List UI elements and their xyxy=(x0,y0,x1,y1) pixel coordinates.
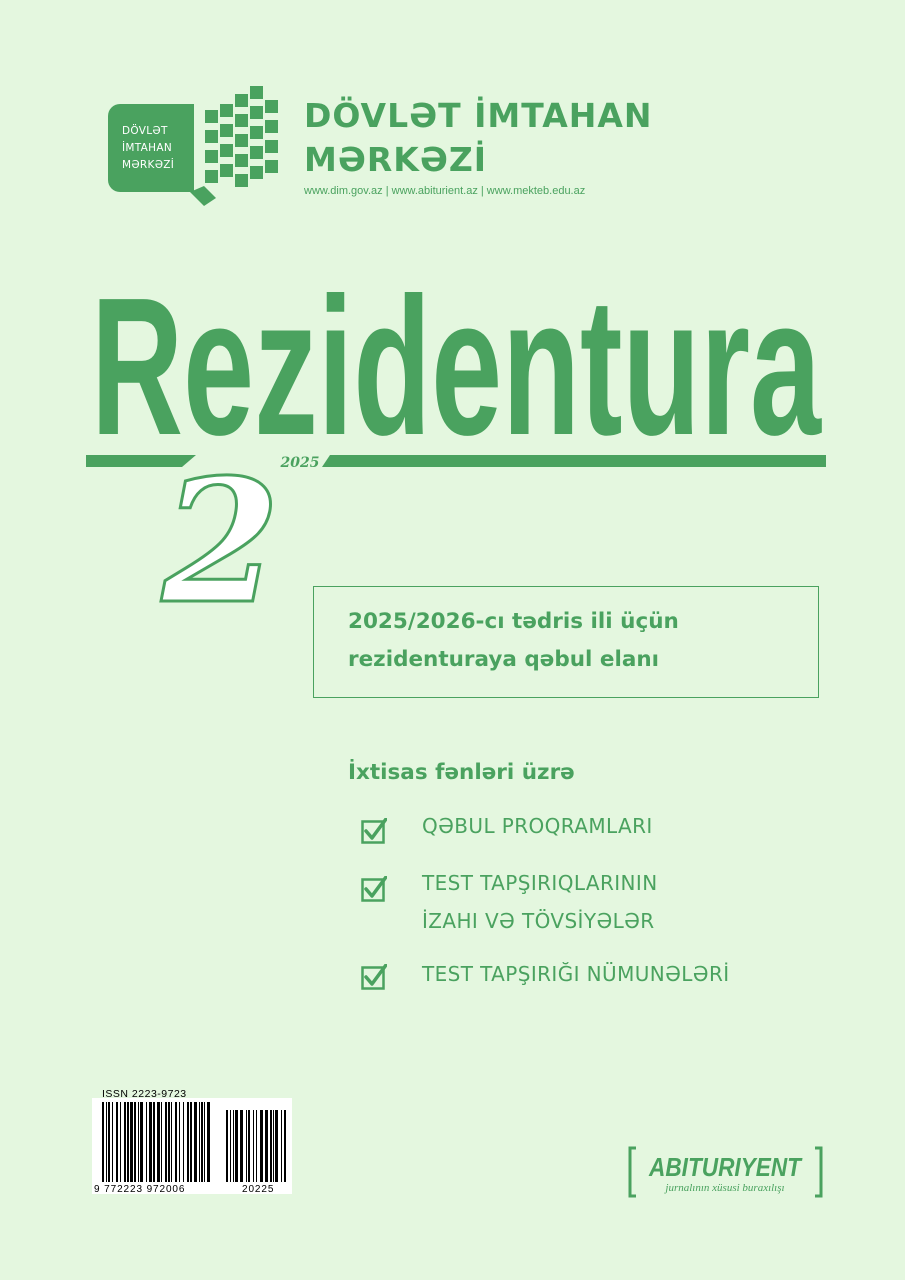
issue-banner xyxy=(86,453,826,603)
logo-badge-line: MƏRKƏZİ xyxy=(122,159,175,171)
barcode-bar xyxy=(256,1110,257,1182)
barcode-bar xyxy=(116,1102,118,1182)
isbn-barcode xyxy=(92,1088,292,1196)
logo-badge-line: DÖVLƏT xyxy=(122,125,168,137)
barcode-bar xyxy=(157,1102,160,1182)
subject-item-2-line-2: İZAHI VƏ TÖVSİYƏLƏR xyxy=(422,909,655,933)
barcode-bar xyxy=(102,1102,104,1182)
issn-text: ISSN 2223-9723 xyxy=(102,1088,187,1100)
barcode-bar xyxy=(253,1110,254,1182)
barcode-bar xyxy=(134,1102,136,1182)
barcode-bar xyxy=(194,1102,197,1182)
main-title-text: Rezidentura xyxy=(91,282,823,447)
barcode-bar xyxy=(112,1102,113,1182)
barcode-bar xyxy=(149,1102,152,1182)
barcode-bar xyxy=(265,1110,268,1182)
barcode-bar xyxy=(284,1110,286,1182)
issue-year: 2025 xyxy=(280,455,320,471)
abituriyent-logo xyxy=(628,1146,823,1198)
logo-badge-line: İMTAHAN xyxy=(122,142,172,154)
barcode-bar xyxy=(165,1102,167,1182)
barcode-bar xyxy=(248,1110,250,1182)
barcode-bar xyxy=(130,1102,133,1182)
rule-right xyxy=(322,455,826,467)
announcement-box xyxy=(313,586,819,698)
barcode-bar xyxy=(240,1110,243,1182)
barcode-bar xyxy=(201,1102,203,1182)
barcode-number: 9 772223 972006 xyxy=(94,1184,186,1195)
publisher-name: ABITURIYENT xyxy=(648,1152,803,1182)
org-website-links[interactable]: www.dim.gov.az | www.abiturient.az | www.mekteb.edu.az xyxy=(304,185,586,197)
subject-item-3: TEST TAPŞIRIĞI NÜMUNƏLƏRİ xyxy=(422,962,730,986)
barcode-bar xyxy=(153,1102,155,1182)
subject-item-2-line-1: TEST TAPŞIRIQLARININ xyxy=(422,871,658,895)
checkbox-checked-icon xyxy=(361,964,387,990)
barcode-bar xyxy=(199,1102,200,1182)
barcode-bar xyxy=(260,1110,263,1182)
barcode-bar xyxy=(235,1110,238,1182)
announcement-line-1: 2025/2026-cı tədris ili üçün xyxy=(348,609,679,634)
subjects-heading: İxtisas fənləri üzrə xyxy=(348,760,575,785)
barcode-bar xyxy=(171,1102,172,1182)
barcode-bar xyxy=(183,1102,184,1182)
barcode-bar xyxy=(127,1102,129,1182)
barcode-addon-number: 20225 xyxy=(242,1184,275,1195)
barcode-addon-bars xyxy=(226,1110,286,1182)
logo-mosaic-icon xyxy=(190,86,280,206)
org-name-line-2: MƏRKƏZİ xyxy=(304,140,488,179)
barcode-bar xyxy=(179,1102,180,1182)
barcode-bar xyxy=(108,1102,110,1182)
barcode-bar xyxy=(175,1102,177,1182)
checkbox-checked-icon xyxy=(361,818,387,844)
issue-number: 2 xyxy=(161,453,281,603)
barcode-bar xyxy=(246,1110,247,1182)
checkbox-checked-icon xyxy=(361,876,387,902)
barcode-bar xyxy=(124,1102,126,1182)
subject-item-1: QƏBUL PROQRAMLARI xyxy=(422,814,653,838)
org-name-line-1: DÖVLƏT İMTAHAN xyxy=(304,96,653,135)
main-title xyxy=(86,282,826,447)
barcode-bar xyxy=(204,1102,205,1182)
barcode-bar xyxy=(281,1110,282,1182)
barcode-bar xyxy=(230,1110,231,1182)
bracket-left-icon xyxy=(630,1148,636,1196)
logo-badge xyxy=(108,104,194,192)
barcode-bar xyxy=(207,1102,210,1182)
barcode-bar xyxy=(187,1102,189,1182)
barcode-bar xyxy=(106,1102,107,1182)
barcode-bar xyxy=(120,1102,121,1182)
barcode-bar xyxy=(138,1102,139,1182)
barcode-bar xyxy=(270,1110,272,1182)
barcode-bar xyxy=(233,1110,234,1182)
barcode-bar xyxy=(273,1110,274,1182)
barcode-bar xyxy=(140,1102,143,1182)
barcode-bar xyxy=(226,1110,228,1182)
barcode-bar xyxy=(190,1102,192,1182)
barcode-bar xyxy=(146,1102,147,1182)
announcement-line-2: rezidenturaya qəbul elanı xyxy=(348,647,660,672)
publisher-tagline: jurnalının xüsusi buraxılışı xyxy=(665,1182,785,1194)
barcode-bar xyxy=(275,1110,278,1182)
barcode-bar xyxy=(161,1102,162,1182)
bracket-right-icon xyxy=(815,1148,821,1196)
barcode-bar xyxy=(168,1102,170,1182)
